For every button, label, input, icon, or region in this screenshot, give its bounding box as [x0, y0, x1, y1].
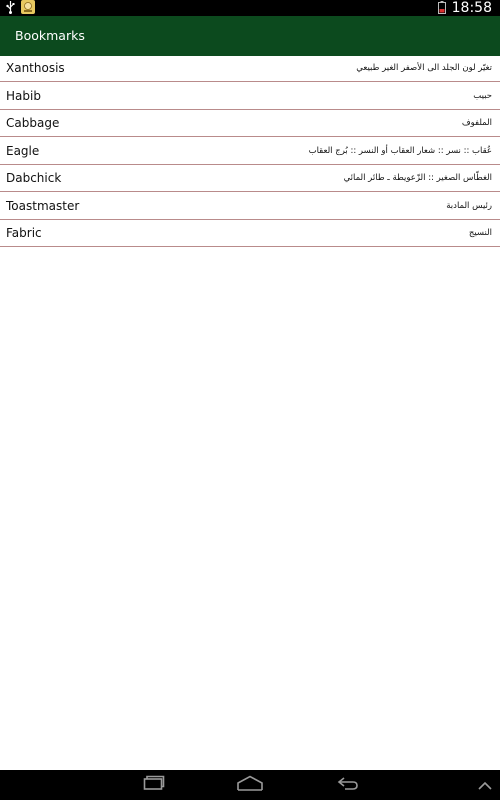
navigation-bar	[0, 770, 500, 800]
recent-apps-icon	[143, 775, 165, 795]
back-button[interactable]	[330, 770, 366, 800]
page-title: Bookmarks	[15, 28, 85, 43]
status-bar	[0, 0, 500, 16]
usb-icon	[6, 0, 15, 18]
back-icon	[337, 775, 359, 795]
status-left-icons	[6, 0, 35, 16]
bookmark-word: Eagle	[6, 143, 40, 158]
recent-apps-button[interactable]	[136, 770, 172, 800]
bookmark-translation: النسيج	[468, 228, 492, 238]
status-right	[438, 0, 492, 16]
notification-app-icon	[21, 0, 35, 18]
status-clock: 18:58	[451, 0, 492, 16]
app-bar	[0, 16, 500, 56]
bookmark-translation: تغيّر لون الجلد الى الأصفر الغير طبيعي	[356, 63, 492, 73]
bookmark-row[interactable]	[0, 84, 500, 110]
bookmark-row[interactable]	[0, 221, 500, 247]
bookmark-row[interactable]	[0, 139, 500, 165]
expand-button[interactable]	[474, 770, 496, 800]
bookmark-word: Fabric	[6, 226, 42, 240]
bookmark-row[interactable]	[0, 111, 500, 137]
bookmark-translation: رئيس المادبة	[446, 200, 492, 211]
bookmark-word: Toastmaster	[6, 198, 80, 213]
bookmark-row[interactable]	[0, 166, 500, 192]
bookmark-translation: الغطّاس الصغير :: الزّعويطة ـ طائر المائي	[343, 173, 492, 183]
battery-icon	[438, 0, 446, 18]
bookmark-translation: عُقاب :: نسر :: شعار العقاب أو النسر :: بُرج العقاب	[308, 145, 492, 156]
bookmark-word: Habib	[6, 88, 41, 103]
home-icon	[237, 775, 263, 795]
bookmark-row[interactable]	[0, 56, 500, 82]
expand-icon	[478, 776, 492, 795]
bookmark-row[interactable]	[0, 194, 500, 220]
bookmark-word: Dabchick	[6, 171, 62, 185]
bookmark-word: Xanthosis	[6, 61, 65, 75]
bookmark-list	[0, 56, 500, 249]
bookmark-translation: الملفوف	[461, 118, 492, 128]
home-button[interactable]	[232, 770, 268, 800]
bookmark-translation: حبيب	[473, 90, 492, 101]
bookmark-word: Cabbage	[6, 116, 60, 130]
